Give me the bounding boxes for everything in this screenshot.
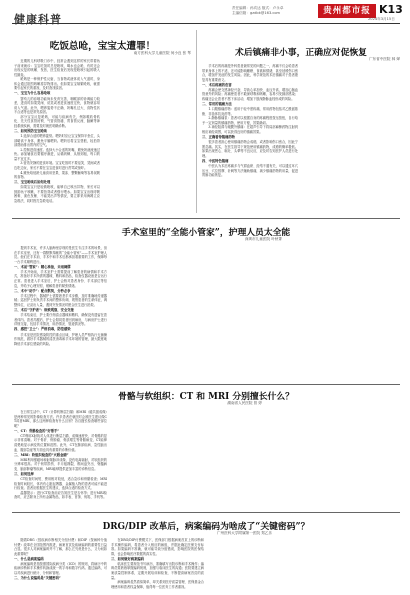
article-paragraph: 中医认为术后疼痛多与气滞血瘀、经络不通有关，可以通过耳穴压豆、穴位按摩、针刺等方法辅助镇痛，减少镇痛药物的用量，促进胃肠功能恢复。 — [202, 164, 298, 178]
article-paragraph: 婴幼儿的吞咽功能尚未发育完善，咽喉部的协调能力较差，进食时如果哭闹、说笑或者进食速度过快，食物就容易误入气道。此外，喂养姿势不正确、奶嘴孔过大、食物性状不合适等也是常见原因。 — [14, 96, 100, 115]
article-paragraph: 疼痛会使交感神经兴奋，导致心率加快、血压升高，增加心脑血管意外的风险；疼痛使患者不敢深呼吸和咳嗽，容易引发肺部感染；疼痛还会让患者不愿下床活动，增加下肢深静脉血栓形成的风险。 — [202, 87, 298, 102]
article-column — [111, 410, 204, 507]
article-byline: 广东省中医院 林 婵 — [368, 57, 400, 61]
article-paragraph: 温馨提示：进行CT检查前应告知医生是否怀孕；进行MRI检查时，应去除身上所有金属物品，如手表、首饰、钥匙、手机等。 — [14, 490, 107, 500]
article-paragraph: 病案编码是指按照国际疾病分类（ICD）的规则，将病历中的疾病诊断和手术操作转换成统一的字母和数字代码。通过编码，可以对疾病进行统计、分析和管理。 — [14, 561, 107, 576]
article-column — [202, 64, 298, 211]
article-column — [303, 64, 399, 211]
article-subheading: 三、宝宝呛咳后如何处理 — [14, 180, 51, 185]
article-column — [14, 59, 100, 205]
article-column — [305, 246, 399, 379]
article-paragraph: 近期的儿科呼吸门诊中，经常会遇到这样的家长带着孩子前来就诊：宝宝吃饭时总是呛咳，喝水也会呛，有时还会出现反复的咳嗽、发热，医生检查后发现是呛咳引起的吸入性肺炎。 — [14, 59, 100, 77]
article-subheading: 三、正确看待镇痛药物 — [202, 135, 235, 140]
article-title: 骨骼与软组织：CT 和 MRI 分别擅长什么？ — [118, 392, 294, 402]
article-title: 手术室里的“全能小管家”，护理人员太全能 — [121, 228, 291, 238]
article-paragraph: 4.避免给低龄儿童食用坚果、果冻、整颗葡萄等容易误吸的食物。 — [14, 170, 100, 180]
article-paragraph: 1.口服镇痛药物：适用于轻中度疼痛，常用药物包括对乙酰氨基酚、非甾体抗炎药等。 — [202, 107, 298, 116]
article-paragraph: 1.选择合适的喂养姿势。喂奶时应让宝宝保持半坐位，头部略高于身体，避免平躺喂奶。喂奶后将宝宝竖抱，轻拍背部帮助排出胃内的空气。 — [14, 134, 100, 148]
article-paragraph: 2.控制进食速度。选择大小合适的奶嘴，避免奶液流速过快。添加辅食后要循序渐进，从稀到稠、从细到粗，每口的量不宜过多。 — [14, 147, 100, 161]
article-byline: 南方医科大学儿童医院 何小良 张 琴 — [133, 51, 191, 55]
editor-line-2: 主编信箱：gzdbk@163.com — [232, 11, 281, 15]
article-column — [14, 246, 107, 379]
article-paragraph: 2.静脉镇痛泵：患者可以根据自身的疼痛程度按压按钮，自行给予一定剂量的镇痛药物，使用方便，效果确切。 — [202, 116, 298, 125]
article-subheading: 二、MRI：软组织检查的“火眼金睛” — [14, 452, 69, 457]
article-subheading: 三、如何做好病案编码 — [111, 556, 144, 561]
article-title: 吃饭总呛，宝宝太遭罪！ — [49, 41, 156, 52]
article-subheading: 四、中医特色镇痛 — [202, 159, 229, 164]
article-subheading: 三、如何选择 — [14, 472, 34, 477]
article-subheading: 一、宝宝为什么容易呛咳 — [14, 91, 51, 96]
article-paragraph: 随着DRG（按疾病诊断相关分组付费）和DIP（按病种分值付费）改革在全国范围内推进，病案首页及疾病编码的重要性日益凸显。很多人对病案编码并不了解，那么它究竟是什么，又为何如此重要呢？ — [14, 538, 107, 556]
article-paragraph: 手术结束后，护士要仔细清点器械和敷料，确保没有遗留在患者体内。患者苏醒后，护士会陪同患者回到病房，与病房护士进行详细交接，包括手术情况、用药情况、管道情况等。 — [14, 313, 107, 327]
section-divider — [12, 384, 400, 385]
article-paragraph: 在日常生活中，CT（计算机断层扫描）和MRI（磁共振成像）是两种常见的影像检查方法。许多患者在就医时会被医生建议做CT或者MRI，那么这两种检查有什么区别？各自擅长检查哪些部位呢？ — [14, 410, 107, 428]
article-paragraph: 手术过程中，器械护士需要熟悉手术步骤，及时准确地传递器械；巡回护士则负责手术间的整体协调，观察患者的生命体征，调整体位，记录出入量，遇到突发情况时配合医生进行抢救。 — [14, 293, 107, 307]
article-title: DRG/DIP 改革后，病案编码为啥成了“关键密码”？ — [102, 522, 310, 532]
article-column — [111, 246, 204, 379]
article-paragraph: 手术后的疼痛是外科患者最常见的问题之一，疼痛不仅会给患者带来身体上的不适，还可能影响睡眠、食欲和情绪，甚至延缓伤口愈合，增加并发症的发生风险。因此，科学规范的术后镇痛对于患者康复具有重要意义。 — [202, 64, 298, 82]
article-paragraph: 3.神经阻滞与硬膜外镇痛：在超声引导下将局部麻醉药物注射到相应神经周围，可以获得良好的镇痛效果。 — [202, 125, 298, 135]
editor-info — [232, 6, 322, 16]
editor-line-1: 责任编辑：孙宾达 版式：卢永卓 — [232, 6, 284, 10]
article-byline: 广州医科大学附属第一医院 郑乙乐 — [216, 531, 272, 535]
header-rule — [12, 23, 400, 24]
article-subheading: 一、术前“管家”：精心准备，未雨绸缪 — [14, 264, 71, 269]
article-column — [305, 410, 399, 507]
article-subheading: 一、术后疼痛的危害 — [202, 82, 232, 87]
article-subheading: 四、感控“卫士”：严格消毒，防范感染 — [14, 327, 71, 332]
article-column — [208, 246, 301, 379]
article-paragraph: 呛咳是一种保护性反射，当食物或液体误入气道时，身体会通过剧烈咳嗽将异物排出。但如果宝宝频繁呛咳，就需要引起家长的重视，及时查找原因。 — [14, 77, 100, 91]
article-paragraph: 手术室是医院感染防控的重点区域，护理人员严格执行无菌操作规范，做好手术器械的清洗消毒和手术环境的管理，最大限度地降低手术部位感染的风险。 — [14, 332, 107, 346]
article-paragraph: CT利用X射线对人体进行断层扫描，成像速度快，对骨骼的显示非常清晰。对于骨折、骨肿瘤、骨质增生等骨骼病变，CT能够清楚地显示病变的位置和范围。此外，CT在肺部疾病、急性脑出血、腹部急症等方面也具有重要的诊断价值。 — [14, 433, 107, 452]
article-byline: 深圳市儿童医院 叶秋菁 — [244, 237, 282, 241]
section-title: 健康科普 — [14, 13, 62, 26]
article-paragraph: 部分宝宝反复呛咳，可能与疾病有关，例如喉软骨软化、先天性食管闭锁、气管食管瘘、胃食管反流、脑瘫等神经系统疾病，需要及时就医明确诊断。 — [14, 114, 100, 128]
article-subheading: 三、术后“守护者”：细致观察，安全交接 — [14, 308, 74, 313]
article-subheading: 一、CT：骨骼检查的“好帮手” — [14, 428, 60, 433]
article-subheading: 二、如何预防宝宝呛咳 — [14, 128, 47, 133]
article-byline: 湖南省人民医院 曾 婷 — [227, 401, 262, 405]
section-divider — [12, 218, 400, 219]
article-paragraph: 提到手术室，许多人脑海里浮现的是医生专注手术的场景，但在手术室里，还有一群默默奉献的“全能小管家”——手术室护理人员。他们在手术前、手术中和手术后都承担着重要的工作，保障每一台手术顺利进行。 — [14, 246, 107, 264]
article-paragraph: 手术开始前，手术室护士需要提前了解患者的病情和手术方式，准备好手术所需的器械、敷料和药品，检查仪器设备是否运行正常。患者进入手术室后，护士会核对患者身份、手术部位等信息，并给予心理安慰，缓解患者的紧张情绪。 — [14, 269, 107, 288]
article-paragraph: 临床医生要规范书写病历，准确填写出院诊断和手术操作；编码员要熟练掌握编码规则，加强与临床医生的沟通；医院要建立病案质量控制体系，定期开展培训和检查，不断提高病案首页的质量。 — [111, 561, 204, 580]
article-subheading: 二、术中“助手”：配合默契，分秒必争 — [14, 288, 71, 293]
article-column — [208, 410, 301, 507]
article-column — [14, 410, 107, 507]
article-paragraph: CT检查时间短、费用相对较低，适合急诊和骨骼检查；MRI检查时间较长，体内有心脏起搏器、金属植入物的患者可能不能进行检查。患者应根据医生的建议，选择合适的检查方式。 — [14, 477, 107, 491]
article-paragraph: 3.营造安静的进食环境。宝宝吃饭时不要逗笑、哭闹或者边吃边玩，家长不要在宝宝进食时进行责骂或惊吓。 — [14, 161, 100, 170]
article-paragraph: 病案编码虽然看似简单，却关系到医疗质量管理、医保基金合理使用和患者权益保障，值得每一位医务工作者重视。 — [111, 580, 204, 589]
article-subheading: 二、为什么说编码是“关键密码” — [14, 576, 61, 581]
article-paragraph: 如果宝宝只是轻微呛咳，能够自己咳出异物，家长可以鼓励孩子咳嗽，不要拍背或者强行喂水。如果宝宝出现呼吸困难、面色发紫、不能哭出声等情况，要立即采用海姆立克急救法，同时拨打急救电话。 — [14, 185, 100, 203]
newspaper-logo: 贵州都市报 — [318, 4, 376, 18]
issue-date: 2024年3月15日 — [368, 17, 395, 21]
article-column — [208, 538, 301, 592]
section-divider — [12, 512, 400, 513]
page-number: K13 — [379, 3, 403, 16]
article-paragraph: MRI利用强磁场和射频脉冲成像，没有电离辐射，对软组织的分辨率很高。对于韧带损伤、半月板撕裂、椎间盘突出、脊髓病变、脑部肿瘤等疾病，MRI能够提供更加丰富的诊断信息。 — [14, 457, 107, 471]
article-paragraph: 很多患者担心使用镇痛药物会成瘾，或者影响伤口愈合，因此宁愿忍痛。其实，在医生指导下规范使用镇痛药物，成瘾的概率极低。如果出现恶心、呕吐、头晕等不良反应，应及时告知医护人员进行处理。 — [202, 140, 298, 158]
article-column — [104, 59, 190, 205]
article-paragraph: 在DRG/DIP付费模式下，医保部门根据病案首页上的诊断和手术操作编码，将患者分入相应的病组，并据此确定医保支付标准。如果编码不准确，就可能导致分组错误，影响医院的医保结算，也会影响医疗数据的真实性。 — [111, 538, 204, 556]
column-divider — [196, 30, 197, 213]
article-title: 术后镇痛非小事，正确应对促恢复 — [235, 48, 367, 58]
article-subheading: 一、什么是病案编码 — [14, 556, 44, 561]
article-column — [111, 538, 204, 592]
article-subheading: 二、常用的镇痛方法 — [202, 102, 232, 107]
article-column — [305, 538, 399, 592]
article-column — [14, 538, 107, 592]
